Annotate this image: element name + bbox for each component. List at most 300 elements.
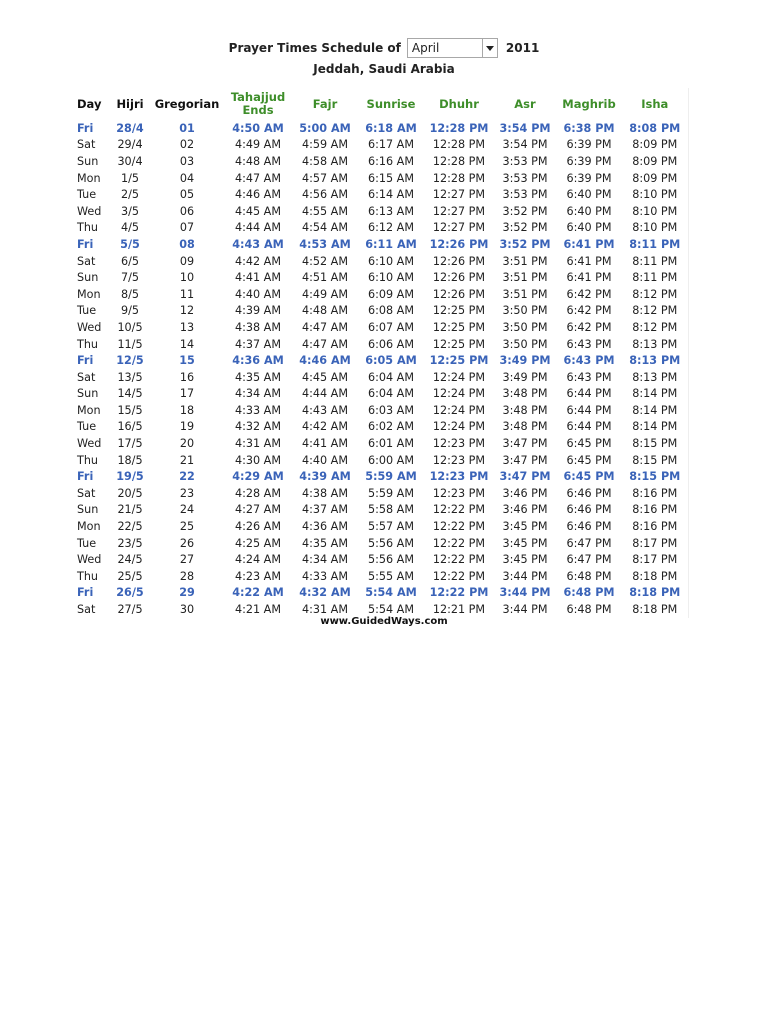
- table-row: [74, 535, 688, 552]
- table-row: [74, 269, 688, 286]
- cell-isha: 8:11 PM: [622, 269, 688, 286]
- cell-sunrise: 6:02 AM: [368, 420, 414, 434]
- cell-sunrise: 5:54 AM: [365, 586, 417, 600]
- cell-hijri: 5/5: [120, 237, 140, 251]
- cell-dhuhr: 12:28 PM: [429, 121, 489, 135]
- cell-dhuhr: 12:28 PM: [432, 171, 486, 185]
- month-select[interactable]: [407, 38, 498, 58]
- location-label: Jeddah, Saudi Arabia: [313, 62, 455, 76]
- cell-fajr: 4:51 AM: [302, 271, 348, 285]
- table-row: [74, 386, 688, 403]
- cell-asr: 3:45 PM: [502, 520, 548, 534]
- cell-day: Wed: [77, 553, 102, 567]
- cell-tahajjud: 4:26 AM: [235, 520, 281, 534]
- cell-sunrise: 6:15 AM: [368, 171, 414, 185]
- cell-tahajjud: 4:36 AM: [232, 354, 284, 368]
- cell-day: Sat: [77, 254, 96, 268]
- cell-isha: 8:17 PM: [622, 551, 688, 568]
- cell-dhuhr: 12:25 PM: [432, 337, 486, 351]
- cell-day: Thu: [77, 453, 99, 467]
- cell-dhuhr: 12:28 PM: [432, 138, 486, 152]
- cell-fajr: 4:49 AM: [302, 287, 348, 301]
- cell-day: Sat: [77, 603, 96, 617]
- cell-maghrib: 6:41 PM: [566, 254, 612, 268]
- cell-isha: 8:16 PM: [622, 502, 688, 519]
- cell-asr: 3:48 PM: [502, 387, 548, 401]
- cell-dhuhr: 12:23 PM: [429, 470, 489, 484]
- cell-fajr: 4:35 AM: [302, 536, 348, 550]
- cell-maghrib: 6:43 PM: [566, 337, 612, 351]
- cell-tahajjud: 4:44 AM: [235, 221, 281, 235]
- cell-tahajjud: 4:22 AM: [232, 586, 284, 600]
- cell-sunrise: 6:13 AM: [368, 204, 414, 218]
- column-header-day: Day: [77, 96, 102, 111]
- cell-gregorian: 13: [179, 320, 195, 334]
- cell-day: Sun: [77, 271, 99, 285]
- cell-maghrib: 6:43 PM: [563, 354, 615, 368]
- cell-tahajjud: 4:37 AM: [235, 337, 281, 351]
- column-header-dhuhr: Dhuhr: [439, 96, 479, 111]
- table-row: [74, 518, 688, 535]
- cell-gregorian: 19: [179, 420, 195, 434]
- cell-day: Tue: [77, 420, 97, 434]
- cell-day: Fri: [77, 470, 94, 484]
- cell-sunrise: 6:04 AM: [368, 370, 414, 384]
- cell-tahajjud: 4:21 AM: [235, 603, 281, 617]
- cell-fajr: 4:48 AM: [302, 304, 348, 318]
- cell-fajr: 4:57 AM: [302, 171, 348, 185]
- cell-dhuhr: 12:26 PM: [429, 237, 489, 251]
- cell-fajr: 4:39 AM: [299, 470, 351, 484]
- cell-dhuhr: 12:27 PM: [432, 204, 486, 218]
- cell-sunrise: 6:10 AM: [368, 254, 414, 268]
- cell-asr: 3:53 PM: [502, 188, 548, 202]
- cell-gregorian: 29: [179, 586, 195, 600]
- cell-maghrib: 6:41 PM: [566, 271, 612, 285]
- cell-sunrise: 5:56 AM: [368, 553, 414, 567]
- cell-sunrise: 6:00 AM: [368, 453, 414, 467]
- cell-maghrib: 6:39 PM: [566, 171, 612, 185]
- cell-gregorian: 03: [179, 154, 195, 168]
- cell-hijri: 11/5: [117, 337, 143, 351]
- month-select-value: April: [411, 41, 440, 55]
- table-row: [74, 336, 688, 353]
- cell-fajr: 4:54 AM: [302, 221, 348, 235]
- cell-isha: 8:12 PM: [622, 319, 688, 336]
- cell-fajr: 4:55 AM: [302, 204, 348, 218]
- cell-sunrise: 6:17 AM: [368, 138, 414, 152]
- cell-maghrib: 6:42 PM: [566, 320, 612, 334]
- cell-gregorian: 12: [179, 304, 195, 318]
- cell-day: Thu: [77, 337, 99, 351]
- cell-hijri: 22/5: [117, 520, 143, 534]
- table-row: [74, 236, 688, 253]
- cell-asr: 3:49 PM: [502, 370, 548, 384]
- table-body: [74, 120, 688, 618]
- cell-maghrib: 6:44 PM: [566, 420, 612, 434]
- cell-tahajjud: 4:46 AM: [235, 188, 281, 202]
- cell-tahajjud: 4:45 AM: [235, 204, 281, 218]
- cell-gregorian: 11: [179, 287, 195, 301]
- cell-asr: 3:50 PM: [502, 337, 548, 351]
- cell-hijri: 16/5: [117, 420, 143, 434]
- cell-fajr: 4:38 AM: [302, 486, 348, 500]
- table-row: [74, 170, 688, 187]
- column-header-fajr: Fajr: [312, 96, 338, 111]
- cell-maghrib: 6:42 PM: [566, 304, 612, 318]
- table-row: [74, 568, 688, 585]
- cell-isha: 8:13 PM: [622, 352, 688, 369]
- cell-gregorian: 26: [179, 536, 195, 550]
- cell-isha: 8:13 PM: [622, 336, 688, 353]
- cell-tahajjud: 4:40 AM: [235, 287, 281, 301]
- cell-sunrise: 6:10 AM: [368, 271, 414, 285]
- cell-isha: 8:18 PM: [622, 585, 688, 602]
- cell-day: Sat: [77, 370, 96, 384]
- cell-fajr: 4:47 AM: [302, 320, 348, 334]
- cell-day: Wed: [77, 437, 102, 451]
- cell-gregorian: 27: [179, 553, 195, 567]
- table-row: [74, 402, 688, 419]
- cell-sunrise: 6:06 AM: [368, 337, 414, 351]
- cell-day: Sun: [77, 503, 99, 517]
- cell-tahajjud: 4:48 AM: [235, 154, 281, 168]
- cell-sunrise: 6:08 AM: [368, 304, 414, 318]
- cell-dhuhr: 12:23 PM: [432, 453, 486, 467]
- cell-isha: 8:14 PM: [622, 419, 688, 436]
- cell-isha: 8:09 PM: [622, 153, 688, 170]
- cell-tahajjud: 4:38 AM: [235, 320, 281, 334]
- cell-isha: 8:15 PM: [622, 435, 688, 452]
- cell-hijri: 19/5: [116, 470, 144, 484]
- cell-dhuhr: 12:25 PM: [432, 320, 486, 334]
- cell-maghrib: 6:39 PM: [566, 138, 612, 152]
- cell-dhuhr: 12:24 PM: [432, 370, 486, 384]
- cell-maghrib: 6:40 PM: [566, 221, 612, 235]
- table-row: [74, 153, 688, 170]
- cell-hijri: 4/5: [120, 221, 139, 235]
- table-row: [74, 220, 688, 237]
- cell-gregorian: 02: [179, 138, 195, 152]
- cell-isha: 8:16 PM: [622, 485, 688, 502]
- cell-hijri: 24/5: [117, 553, 143, 567]
- cell-hijri: 29/4: [117, 138, 143, 152]
- cell-dhuhr: 12:24 PM: [432, 420, 486, 434]
- table-row: [74, 319, 688, 336]
- cell-hijri: 18/5: [117, 453, 143, 467]
- cell-gregorian: 14: [179, 337, 195, 351]
- cell-hijri: 21/5: [117, 503, 143, 517]
- cell-asr: 3:50 PM: [502, 320, 548, 334]
- cell-isha: 8:14 PM: [622, 386, 688, 403]
- cell-sunrise: 6:12 AM: [368, 221, 414, 235]
- cell-hijri: 30/4: [117, 154, 143, 168]
- cell-gregorian: 24: [179, 503, 195, 517]
- cell-gregorian: 15: [179, 354, 195, 368]
- cell-maghrib: 6:47 PM: [566, 536, 612, 550]
- cell-maghrib: 6:46 PM: [566, 520, 612, 534]
- prayer-times-table: [74, 88, 689, 618]
- cell-sunrise: 6:16 AM: [368, 154, 414, 168]
- cell-dhuhr: 12:22 PM: [432, 503, 486, 517]
- cell-fajr: 4:46 AM: [299, 354, 351, 368]
- table-row: [74, 468, 688, 485]
- cell-isha: 8:12 PM: [622, 303, 688, 320]
- cell-asr: 3:54 PM: [502, 138, 548, 152]
- cell-maghrib: 6:42 PM: [566, 287, 612, 301]
- cell-asr: 3:54 PM: [499, 121, 551, 135]
- cell-isha: 8:13 PM: [622, 369, 688, 386]
- cell-sunrise: 6:14 AM: [368, 188, 414, 202]
- cell-maghrib: 6:48 PM: [563, 586, 615, 600]
- cell-fajr: 4:52 AM: [302, 254, 348, 268]
- cell-asr: 3:46 PM: [502, 503, 548, 517]
- cell-hijri: 14/5: [117, 387, 143, 401]
- cell-isha: 8:10 PM: [622, 186, 688, 203]
- cell-maghrib: 6:47 PM: [566, 553, 612, 567]
- cell-fajr: 4:56 AM: [302, 188, 348, 202]
- cell-asr: 3:44 PM: [502, 603, 548, 617]
- cell-fajr: 5:00 AM: [299, 121, 351, 135]
- cell-gregorian: 30: [179, 603, 195, 617]
- table-row: [74, 419, 688, 436]
- cell-gregorian: 22: [179, 470, 195, 484]
- cell-sunrise: 5:56 AM: [368, 536, 414, 550]
- column-header-tahajjud: Tahajjud Ends: [230, 90, 286, 117]
- chevron-down-icon[interactable]: [482, 39, 497, 57]
- cell-dhuhr: 12:24 PM: [432, 387, 486, 401]
- cell-hijri: 26/5: [116, 586, 144, 600]
- cell-hijri: 25/5: [117, 569, 143, 583]
- cell-hijri: 6/5: [120, 254, 139, 268]
- table-row: [74, 435, 688, 452]
- table-row: [74, 502, 688, 519]
- table-row: [74, 286, 688, 303]
- cell-dhuhr: 12:23 PM: [432, 486, 486, 500]
- cell-asr: 3:52 PM: [499, 237, 551, 251]
- table-header-row: [74, 88, 688, 120]
- cell-hijri: 10/5: [117, 320, 143, 334]
- schedule-header: [0, 36, 768, 76]
- cell-dhuhr: 12:26 PM: [432, 287, 486, 301]
- cell-fajr: 4:33 AM: [302, 569, 348, 583]
- cell-isha: 8:10 PM: [622, 220, 688, 237]
- title-line: [0, 36, 768, 60]
- cell-asr: 3:47 PM: [502, 437, 548, 451]
- cell-gregorian: 08: [179, 237, 195, 251]
- cell-maghrib: 6:45 PM: [566, 453, 612, 467]
- cell-isha: 8:15 PM: [622, 468, 688, 485]
- cell-asr: 3:51 PM: [502, 287, 548, 301]
- cell-asr: 3:49 PM: [499, 354, 551, 368]
- cell-day: Sun: [77, 154, 99, 168]
- cell-tahajjud: 4:34 AM: [235, 387, 281, 401]
- cell-dhuhr: 12:22 PM: [429, 586, 489, 600]
- cell-gregorian: 25: [179, 520, 195, 534]
- cell-tahajjud: 4:25 AM: [235, 536, 281, 550]
- cell-asr: 3:50 PM: [502, 304, 548, 318]
- cell-sunrise: 5:54 AM: [368, 603, 414, 617]
- cell-isha: 8:11 PM: [622, 236, 688, 253]
- cell-asr: 3:44 PM: [499, 586, 551, 600]
- table-row: [74, 303, 688, 320]
- cell-day: Tue: [77, 304, 97, 318]
- cell-dhuhr: 12:28 PM: [432, 154, 486, 168]
- cell-dhuhr: 12:24 PM: [432, 403, 486, 417]
- cell-maghrib: 6:46 PM: [566, 486, 612, 500]
- cell-day: Sat: [77, 138, 96, 152]
- cell-fajr: 4:34 AM: [302, 553, 348, 567]
- cell-gregorian: 09: [179, 254, 195, 268]
- cell-maghrib: 6:38 PM: [563, 121, 615, 135]
- cell-asr: 3:45 PM: [502, 553, 548, 567]
- cell-sunrise: 5:57 AM: [368, 520, 414, 534]
- cell-dhuhr: 12:22 PM: [432, 536, 486, 550]
- table-row: [74, 585, 688, 602]
- cell-maghrib: 6:48 PM: [566, 603, 612, 617]
- cell-day: Mon: [77, 520, 101, 534]
- cell-maghrib: 6:40 PM: [566, 204, 612, 218]
- cell-asr: 3:44 PM: [502, 569, 548, 583]
- cell-hijri: 12/5: [116, 354, 144, 368]
- cell-dhuhr: 12:27 PM: [432, 221, 486, 235]
- cell-asr: 3:51 PM: [502, 254, 548, 268]
- cell-dhuhr: 12:22 PM: [432, 569, 486, 583]
- cell-gregorian: 28: [179, 569, 195, 583]
- cell-tahajjud: 4:42 AM: [235, 254, 281, 268]
- column-header-sunrise: Sunrise: [366, 96, 416, 111]
- cell-hijri: 27/5: [117, 603, 143, 617]
- cell-tahajjud: 4:49 AM: [235, 138, 281, 152]
- cell-isha: 8:12 PM: [622, 286, 688, 303]
- cell-day: Sat: [77, 486, 96, 500]
- cell-asr: 3:52 PM: [502, 221, 548, 235]
- cell-asr: 3:53 PM: [502, 171, 548, 185]
- cell-fajr: 4:37 AM: [302, 503, 348, 517]
- site-footer: www.GuidedWays.com: [320, 616, 448, 627]
- cell-maghrib: 6:39 PM: [566, 154, 612, 168]
- cell-asr: 3:45 PM: [502, 536, 548, 550]
- cell-gregorian: 04: [179, 171, 195, 185]
- cell-dhuhr: 12:26 PM: [432, 271, 486, 285]
- cell-asr: 3:47 PM: [499, 470, 551, 484]
- table-row: [74, 120, 688, 137]
- cell-asr: 3:53 PM: [502, 154, 548, 168]
- table-row: [74, 253, 688, 270]
- cell-gregorian: 23: [179, 486, 195, 500]
- cell-isha: 8:18 PM: [622, 568, 688, 585]
- cell-sunrise: 6:04 AM: [368, 387, 414, 401]
- cell-tahajjud: 4:35 AM: [235, 370, 281, 384]
- cell-dhuhr: 12:27 PM: [432, 188, 486, 202]
- cell-gregorian: 06: [179, 204, 195, 218]
- cell-tahajjud: 4:43 AM: [232, 237, 284, 251]
- table-row: [74, 485, 688, 502]
- cell-sunrise: 5:59 AM: [368, 486, 414, 500]
- cell-gregorian: 01: [179, 121, 195, 135]
- cell-gregorian: 20: [179, 437, 195, 451]
- cell-day: Wed: [77, 320, 102, 334]
- cell-sunrise: 5:58 AM: [368, 503, 414, 517]
- cell-fajr: 4:42 AM: [302, 420, 348, 434]
- cell-fajr: 4:44 AM: [302, 387, 348, 401]
- cell-tahajjud: 4:27 AM: [235, 503, 281, 517]
- cell-fajr: 4:40 AM: [302, 453, 348, 467]
- cell-isha: 8:09 PM: [622, 170, 688, 187]
- cell-asr: 3:46 PM: [502, 486, 548, 500]
- cell-maghrib: 6:41 PM: [563, 237, 615, 251]
- table-row: [74, 203, 688, 220]
- cell-hijri: 2/5: [120, 188, 139, 202]
- cell-tahajjud: 4:33 AM: [235, 403, 281, 417]
- cell-tahajjud: 4:47 AM: [235, 171, 281, 185]
- cell-hijri: 23/5: [117, 536, 143, 550]
- cell-isha: 8:16 PM: [622, 518, 688, 535]
- cell-hijri: 8/5: [120, 287, 139, 301]
- cell-gregorian: 21: [179, 453, 195, 467]
- cell-hijri: 15/5: [117, 403, 143, 417]
- cell-tahajjud: 4:31 AM: [235, 437, 281, 451]
- page-title: Prayer Times Schedule of: [228, 41, 401, 55]
- table-row: [74, 352, 688, 369]
- cell-fajr: 4:32 AM: [299, 586, 351, 600]
- table-row: [74, 137, 688, 154]
- cell-fajr: 4:58 AM: [302, 154, 348, 168]
- cell-dhuhr: 12:22 PM: [432, 520, 486, 534]
- cell-fajr: 4:47 AM: [302, 337, 348, 351]
- cell-maghrib: 6:46 PM: [566, 503, 612, 517]
- cell-sunrise: 6:03 AM: [368, 403, 414, 417]
- cell-isha: 8:09 PM: [622, 137, 688, 154]
- cell-sunrise: 5:55 AM: [368, 569, 414, 583]
- cell-maghrib: 6:45 PM: [566, 437, 612, 451]
- cell-maghrib: 6:44 PM: [566, 403, 612, 417]
- cell-isha: 8:18 PM: [622, 601, 688, 618]
- cell-asr: 3:52 PM: [502, 204, 548, 218]
- cell-maghrib: 6:40 PM: [566, 188, 612, 202]
- table-row: [74, 369, 688, 386]
- cell-dhuhr: 12:25 PM: [432, 304, 486, 318]
- cell-fajr: 4:45 AM: [302, 370, 348, 384]
- cell-day: Thu: [77, 221, 99, 235]
- cell-gregorian: 18: [179, 403, 195, 417]
- cell-hijri: 17/5: [117, 437, 143, 451]
- column-header-hijri: Hijri: [116, 96, 144, 111]
- cell-isha: 8:11 PM: [622, 253, 688, 270]
- cell-fajr: 4:59 AM: [302, 138, 348, 152]
- cell-hijri: 9/5: [120, 304, 139, 318]
- cell-tahajjud: 4:41 AM: [235, 271, 281, 285]
- cell-day: Thu: [77, 569, 99, 583]
- cell-sunrise: 6:09 AM: [368, 287, 414, 301]
- cell-day: Sun: [77, 387, 99, 401]
- column-header-asr: Asr: [514, 96, 536, 111]
- cell-isha: 8:15 PM: [622, 452, 688, 469]
- cell-sunrise: 6:05 AM: [365, 354, 417, 368]
- cell-day: Tue: [77, 188, 97, 202]
- column-header-isha: Isha: [622, 88, 688, 120]
- cell-maghrib: 6:43 PM: [566, 370, 612, 384]
- cell-dhuhr: 12:25 PM: [429, 354, 489, 368]
- cell-asr: 3:47 PM: [502, 453, 548, 467]
- cell-asr: 3:48 PM: [502, 403, 548, 417]
- cell-tahajjud: 4:28 AM: [235, 486, 281, 500]
- cell-day: Fri: [77, 237, 94, 251]
- cell-day: Fri: [77, 121, 94, 135]
- cell-hijri: 20/5: [117, 486, 143, 500]
- cell-day: Mon: [77, 287, 101, 301]
- cell-day: Mon: [77, 171, 101, 185]
